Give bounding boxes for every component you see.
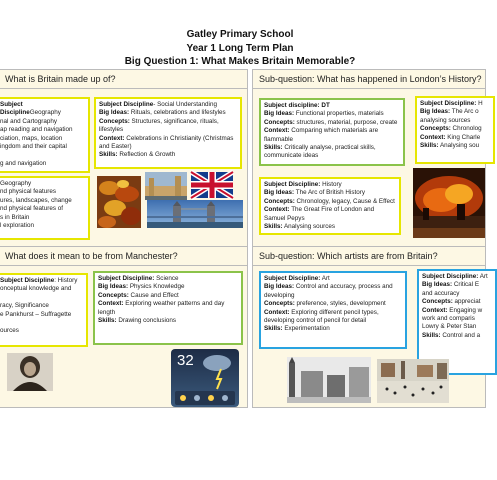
concepts-value: appreciat xyxy=(454,298,481,306)
ideas-value: Functional properties, materials xyxy=(295,110,384,118)
context-value: Exploring weather patterns and day length xyxy=(98,300,225,316)
skills-label: Skills: xyxy=(264,325,283,333)
dt-card xyxy=(259,98,405,166)
card-line: ures, landscapes, change xyxy=(0,196,72,204)
discipline-label: Subject Discipline: xyxy=(264,275,321,282)
quadrant-british-artists xyxy=(252,246,486,408)
context-value: The Great Fire of London and Samuel Pepys xyxy=(264,206,375,222)
context-label: Context: xyxy=(264,127,290,135)
card-line: nal and Cartography xyxy=(0,117,58,125)
card-line: racy, Significance xyxy=(0,302,49,310)
discipline-label: Subject Discipline: xyxy=(98,275,155,282)
ideas-label: Big Ideas: xyxy=(264,110,295,118)
ideas-label: Big Ideas: xyxy=(98,283,129,291)
card-line: analysing sources xyxy=(420,116,471,124)
card-line: Subject Discipline: History xyxy=(0,277,78,284)
skills-label: Skills: xyxy=(264,223,283,231)
quadrant-britain xyxy=(0,69,248,249)
card-line: l exploration xyxy=(0,222,34,230)
history-card-manchester xyxy=(0,273,88,347)
discipline-value: Art xyxy=(479,273,488,280)
card-line xyxy=(0,319,83,327)
concepts-label: Concepts: xyxy=(264,300,295,308)
card-line: Lowry & Peter Stan xyxy=(422,323,477,331)
skills-value: Analysing sou xyxy=(439,142,480,150)
concepts-value: Chronology, legacy, Cause & Effect xyxy=(296,197,395,205)
context-label: Context: xyxy=(98,300,124,308)
discipline-value: Science xyxy=(156,275,179,282)
card-line: ciation, maps, location xyxy=(0,134,63,142)
quadrant-title: Sub-question: Which artists are from Britain? xyxy=(253,247,485,266)
context-value: Exploring different pencil types, developing control of pencil for detail xyxy=(264,308,379,325)
concepts-label: Concepts: xyxy=(264,197,295,205)
ideas-value: Rituals, celebrations and lifestyles xyxy=(130,109,226,117)
art-card xyxy=(259,271,407,349)
great-fire-painting xyxy=(413,168,485,238)
social-understanding-card xyxy=(94,97,242,169)
discipline-label: Subject Discipline xyxy=(99,101,154,108)
card-line: e Pankhurst – Suffragette xyxy=(0,310,72,318)
skills-label: Skills: xyxy=(264,144,283,152)
skills-label: Skills: xyxy=(99,151,118,159)
pencil-sketch-image xyxy=(287,357,371,403)
discipline-label: Subject discipline: xyxy=(264,102,320,109)
skills-value: Control and a xyxy=(442,331,481,339)
context-value: King Charle xyxy=(447,133,481,141)
discipline-value: Art xyxy=(321,275,330,282)
quadrant-title: What does it mean to be from Manchester? xyxy=(0,247,247,266)
context-label: Context: xyxy=(420,133,446,141)
concepts-label: Concepts: xyxy=(264,118,295,126)
card-line: nd physical features of xyxy=(0,205,64,213)
concepts-value: preference, styles, development xyxy=(296,300,386,308)
ideas-label: Big Ideas: xyxy=(422,281,453,289)
card-line: Geography xyxy=(0,180,32,187)
discipline-label: Subject Discipline: xyxy=(264,181,321,188)
card-line: and accuracy xyxy=(422,289,460,297)
ideas-value: The Arc of British History xyxy=(295,189,366,197)
card-line xyxy=(0,151,85,159)
concepts-value: Structures, significance, rituals, lifestyles xyxy=(99,117,219,134)
context-value: Comparing which materials are flammable xyxy=(264,127,379,143)
discipline-label: Subject Discipline: xyxy=(422,273,479,280)
card-line: s in Britain xyxy=(0,213,30,221)
context-label: Context: xyxy=(99,134,125,142)
tower-bridge-image xyxy=(147,200,243,228)
pankhurst-portrait xyxy=(7,353,53,391)
ideas-label: Big Ideas: xyxy=(99,109,130,117)
discipline-value: History xyxy=(322,181,342,188)
discipline-value: - Social Understanding xyxy=(153,101,217,108)
union-jack-flag xyxy=(191,172,233,198)
big-question: Big Question 1: What Makes Britain Memorable? xyxy=(124,56,356,67)
card-line: ources xyxy=(0,327,19,335)
skills-value: Experimentation xyxy=(284,325,330,333)
card-line: ingdom and their capital xyxy=(0,143,67,151)
ideas-value: The Arc o xyxy=(451,108,479,116)
parliament-image xyxy=(145,172,187,200)
discipline-label: Subject Discipline: xyxy=(420,100,477,107)
quadrant-london-history xyxy=(252,69,486,249)
context-label: Context: xyxy=(264,308,290,316)
discipline-value: H xyxy=(478,100,483,107)
lowry-painting-image xyxy=(377,359,449,403)
plan-title: Year 1 Long Term Plan xyxy=(186,43,294,54)
quadrant-title: What is Britain made up of? xyxy=(0,70,247,89)
skills-label: Skills: xyxy=(422,331,441,339)
discipline-value: DT xyxy=(321,102,330,109)
concepts-value: structures, material, purpose, create xyxy=(296,118,398,126)
context-label: Context: xyxy=(422,306,448,314)
history-card-2 xyxy=(415,96,495,164)
card-line: nd physical features xyxy=(0,188,57,196)
science-card xyxy=(93,271,243,345)
geography-card-2 xyxy=(0,176,90,240)
card-line: onceptual knowledge and xyxy=(0,285,72,293)
skills-value: Critically analyse, practical skills, communicate ideas xyxy=(264,144,376,160)
quadrant-manchester xyxy=(0,246,248,408)
context-label: Context: xyxy=(264,206,290,214)
weather-temperature: 32 xyxy=(177,352,194,369)
card-line: work and comparis xyxy=(422,315,475,323)
ideas-label: Big Ideas: xyxy=(264,283,295,291)
card-line: ap reading and navigation xyxy=(0,126,73,134)
card-line xyxy=(0,294,83,302)
ideas-label: Big Ideas: xyxy=(264,189,295,197)
concepts-label: Concepts: xyxy=(99,117,130,125)
geography-card-1 xyxy=(0,97,90,173)
context-value: Engaging w xyxy=(449,306,483,314)
ideas-value: Critical E xyxy=(453,281,480,289)
history-card xyxy=(259,177,401,235)
weather-app-image xyxy=(171,349,239,407)
concepts-value: Chronolog xyxy=(452,125,482,133)
context-value: Celebrations in Christianity (Christmas and Easter) xyxy=(99,134,234,151)
quadrant-title: Sub-question: What has happened in London’s History? xyxy=(253,70,485,89)
skills-value: Drawing conclusions xyxy=(118,317,177,325)
card-line: Subject DisciplineGeography xyxy=(0,101,61,117)
ideas-value: Physics Knowledge xyxy=(129,283,185,291)
school-name: Gatley Primary School xyxy=(186,29,294,40)
autumn-leaves-image xyxy=(97,176,141,228)
card-line: g and navigation xyxy=(0,159,47,167)
skills-value: Reflection & Growth xyxy=(119,151,176,159)
skills-label: Skills: xyxy=(98,317,117,325)
skills-value: Analysing sources xyxy=(283,223,336,231)
concepts-label: Concepts: xyxy=(420,125,451,133)
concepts-label: Concepts: xyxy=(422,298,453,306)
skills-label: Skills: xyxy=(420,142,439,150)
concepts-label: Concepts: xyxy=(98,291,129,299)
concepts-value: Cause and Effect xyxy=(130,291,179,299)
ideas-value: Control and accuracy, process and developing xyxy=(264,283,393,299)
ideas-label: Big Ideas: xyxy=(420,108,451,116)
